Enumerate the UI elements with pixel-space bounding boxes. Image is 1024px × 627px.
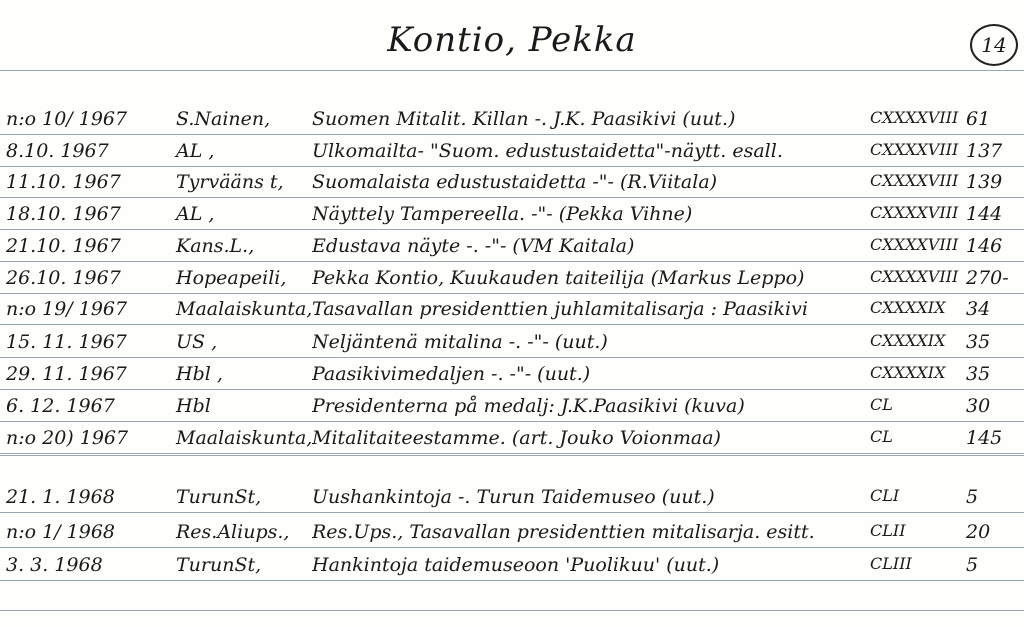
entry-volume: CL	[870, 427, 893, 446]
ruling-line	[0, 455, 1024, 456]
entry-date: 6. 12. 1967	[6, 395, 115, 417]
entry-page: 61	[966, 108, 991, 130]
entry-source: AL ,	[176, 140, 215, 162]
list-item	[0, 294, 1024, 326]
entry-date: 21. 1. 1968	[6, 486, 115, 508]
list-item	[0, 359, 1024, 391]
entry-description: Edustava näyte -. -"- (VM Kaitala)	[312, 235, 635, 257]
entry-date: 18.10. 1967	[6, 203, 121, 225]
entry-volume: CXXXXIX	[870, 298, 946, 317]
entry-date: 26.10. 1967	[6, 267, 121, 289]
entry-volume: CLIII	[870, 554, 912, 573]
entry-page: 5	[966, 554, 979, 576]
entry-volume: CXXXXIX	[870, 363, 946, 382]
entry-source: Hbl	[176, 395, 211, 417]
entry-description: Tasavallan presidenttien juhlamitalisarja : Paasikivi	[312, 298, 808, 320]
entry-description: Suomalaista edustustaidetta -"- (R.Viitala)	[312, 171, 718, 193]
list-item	[0, 231, 1024, 263]
list-item	[0, 327, 1024, 359]
entry-volume: CXXXXVIII	[870, 235, 959, 254]
entry-source: Tyrvääns t,	[176, 171, 284, 193]
entry-date: 11.10. 1967	[6, 171, 121, 193]
entry-page: 145	[966, 427, 1003, 449]
list-item	[0, 482, 1024, 514]
list-item	[0, 263, 1024, 295]
entry-description: Näyttely Tampereella. -"- (Pekka Vihne)	[312, 203, 693, 225]
entry-page: 5	[966, 486, 979, 508]
entry-source: TurunSt,	[176, 554, 262, 576]
entry-page: 30	[966, 395, 991, 417]
entry-date: 21.10. 1967	[6, 235, 121, 257]
entry-page: 34	[966, 298, 991, 320]
entry-description: Paasikivimedaljen -. -"- (uut.)	[312, 363, 591, 385]
entry-source: Kans.L.,	[176, 235, 255, 257]
list-item	[0, 517, 1024, 549]
card-title: Kontio, Pekka	[387, 20, 637, 60]
entry-source: Hbl ,	[176, 363, 223, 385]
entry-page: 139	[966, 171, 1003, 193]
list-item	[0, 550, 1024, 582]
entry-volume: CXXXXIX	[870, 331, 946, 350]
entry-description: Neljäntenä mitalina -. -"- (uut.)	[312, 331, 608, 353]
entry-page: 144	[966, 203, 1003, 225]
list-item	[0, 199, 1024, 231]
entry-date: n:o 10/ 1967	[6, 108, 128, 130]
list-item	[0, 104, 1024, 136]
entry-description: Suomen Mitalit. Killan -. J.K. Paasikivi (uut.)	[312, 108, 736, 130]
entry-description: Mitalitaiteestamme. (art. Jouko Voionmaa)	[312, 427, 721, 449]
entry-description: Pekka Kontio, Kuukauden taiteilija (Markus Leppo)	[312, 267, 805, 289]
entry-source: US ,	[176, 331, 218, 353]
list-item	[0, 136, 1024, 168]
entry-date: 3. 3. 1968	[6, 554, 103, 576]
entry-description: Presidenterna på medalj: J.K.Paasikivi (kuva)	[312, 395, 745, 417]
entry-description: Hankintoja taidemuseoon 'Puolikuu' (uut.)	[312, 554, 720, 576]
entry-page: 35	[966, 331, 991, 353]
entry-volume: CLI	[870, 486, 900, 505]
entry-date: n:o 19/ 1967	[6, 298, 128, 320]
page-number-circle: 14	[970, 24, 1018, 66]
ruling-line	[0, 610, 1024, 611]
entry-date: n:o 20) 1967	[6, 427, 129, 449]
list-item	[0, 167, 1024, 199]
list-item	[0, 391, 1024, 423]
entry-date: n:o 1/ 1968	[6, 521, 115, 543]
entry-date: 8.10. 1967	[6, 140, 109, 162]
entry-source: Hopeapeili,	[176, 267, 287, 289]
list-item	[0, 423, 1024, 455]
entry-date: 15. 11. 1967	[6, 331, 127, 353]
entry-page: 270-	[966, 267, 1009, 289]
entry-source: AL ,	[176, 203, 215, 225]
entry-date: 29. 11. 1967	[6, 363, 127, 385]
entry-page: 146	[966, 235, 1003, 257]
entry-source: Res.Aliups.,	[176, 521, 290, 543]
entry-page: 20	[966, 521, 991, 543]
entry-source: Maalaiskunta,	[176, 427, 313, 449]
entry-volume: CXXXXVIII	[870, 140, 959, 159]
entry-volume: CXXXXVIII	[870, 171, 959, 190]
entry-page: 137	[966, 140, 1003, 162]
entry-volume: CXXXXVIII	[870, 203, 959, 222]
entry-description: Ulkomailta- "Suom. edustustaidetta"-näytt. esall.	[312, 140, 783, 162]
entry-source: Maalaiskunta,	[176, 298, 313, 320]
header-rule	[0, 70, 1024, 71]
entry-description: Uushankintoja -. Turun Taidemuseo (uut.)	[312, 486, 715, 508]
entry-volume: CXXXXVIII	[870, 108, 959, 127]
entry-volume: CLII	[870, 521, 906, 540]
entry-description: Res.Ups., Tasavallan presidenttien mitalisarja. esitt.	[312, 521, 815, 543]
entry-source: TurunSt,	[176, 486, 262, 508]
entry-volume: CL	[870, 395, 893, 414]
entry-page: 35	[966, 363, 991, 385]
entry-volume: CXXXXVIII	[870, 267, 959, 286]
entry-source: S.Nainen,	[176, 108, 271, 130]
